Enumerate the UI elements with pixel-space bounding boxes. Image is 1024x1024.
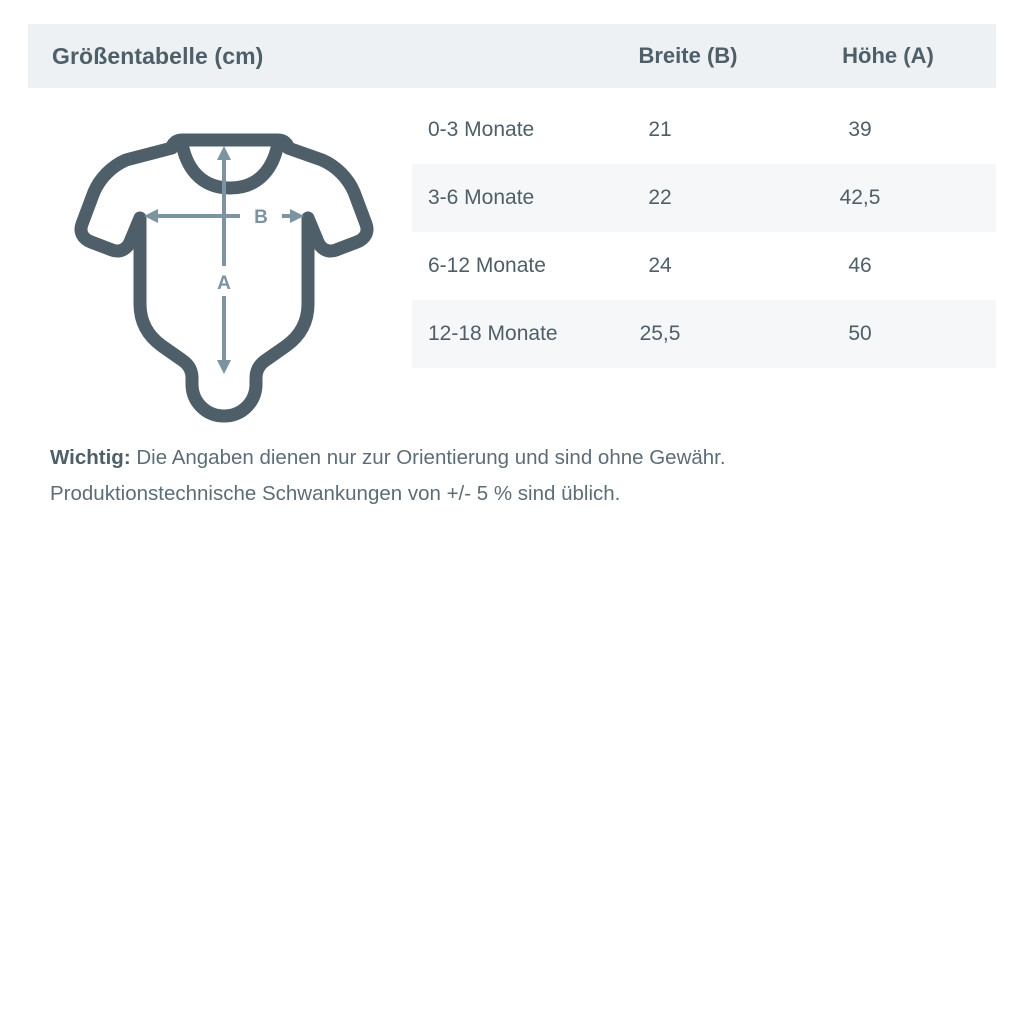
table-row — [412, 96, 996, 164]
cell-width: 22 — [648, 186, 672, 209]
disclaimer-lead: Wichtig: — [50, 446, 131, 469]
cell-size: 3-6 Monate — [428, 186, 535, 209]
width-label: B — [254, 207, 268, 228]
table-row — [412, 300, 996, 368]
height-label: A — [217, 273, 231, 294]
disclaimer-line-1: Die Angaben dienen nur zur Orientierung und sind ohne Gewähr. — [130, 446, 726, 469]
cell-width: 25,5 — [639, 322, 681, 345]
column-header-width: Breite (B) — [638, 43, 738, 68]
column-header-height: Höhe (A) — [842, 43, 934, 68]
cell-height: 39 — [848, 118, 872, 141]
table-header — [28, 24, 996, 88]
table-row — [412, 164, 996, 232]
disclaimer — [50, 440, 980, 512]
cell-height: 42,5 — [839, 186, 881, 209]
table-row — [412, 232, 996, 300]
disclaimer-line-2: Produktionstechnische Schwankungen von +/- 5 % sind üblich. — [50, 482, 621, 505]
cell-size: 0-3 Monate — [428, 118, 535, 141]
cell-width: 21 — [648, 118, 672, 141]
cell-height: 46 — [848, 254, 872, 277]
cell-height: 50 — [848, 322, 872, 345]
size-table — [412, 96, 996, 368]
page-title: Größentabelle (cm) — [52, 42, 264, 69]
baby-bodysuit-icon — [60, 108, 400, 428]
cell-size: 6-12 Monate — [428, 254, 546, 277]
cell-width: 24 — [648, 254, 672, 277]
cell-size: 12-18 Monate — [428, 322, 558, 345]
